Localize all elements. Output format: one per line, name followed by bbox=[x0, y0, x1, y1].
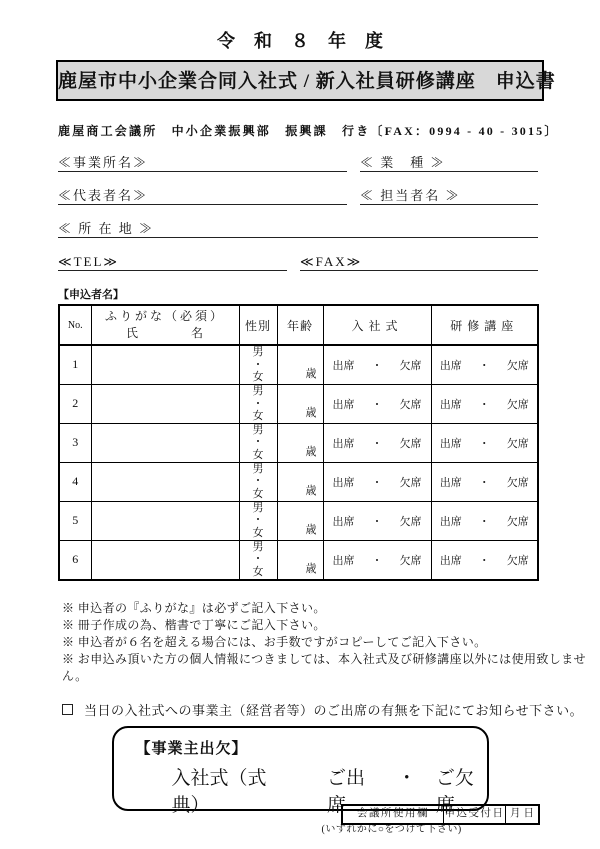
industry-label: ≪ 業 種 ≫ bbox=[360, 155, 446, 170]
industry-input-line[interactable] bbox=[446, 153, 538, 171]
course-attendance-cell bbox=[431, 462, 538, 501]
owner-attendance-note-row bbox=[62, 700, 600, 719]
course-absent-option[interactable]: 欠席 bbox=[506, 554, 529, 567]
applicants-header-row bbox=[59, 305, 538, 345]
attendance-separator: ・ bbox=[478, 554, 490, 567]
office-use-label: 会議所使用欄 bbox=[357, 808, 429, 819]
gender-male-option[interactable]: 男 bbox=[252, 540, 264, 553]
applicant-row-4 bbox=[59, 462, 538, 501]
attendance-separator: ・ bbox=[371, 437, 383, 450]
gender-select-cell bbox=[239, 384, 277, 423]
course-attendance-cell bbox=[431, 345, 538, 384]
ceremony-attendance-cell bbox=[323, 423, 431, 462]
gender-female-option[interactable]: 女 bbox=[252, 565, 264, 578]
gender-select-cell bbox=[239, 345, 277, 384]
attendance-separator: ・ bbox=[371, 554, 383, 567]
gender-select-cell bbox=[239, 423, 277, 462]
age-suffix: 歳 bbox=[305, 367, 317, 380]
age-suffix: 歳 bbox=[305, 562, 317, 575]
ceremony-attendance-cell bbox=[323, 345, 431, 384]
applicant-number: 3 bbox=[59, 423, 91, 462]
gender-female-option[interactable]: 女 bbox=[252, 410, 264, 423]
course-attend-option[interactable]: 出席 bbox=[439, 398, 462, 411]
representative-label: ≪代表者名≫ bbox=[58, 188, 149, 203]
age-input-cell[interactable] bbox=[277, 423, 323, 462]
representative-input-line[interactable] bbox=[148, 186, 347, 204]
day-label: 日 bbox=[523, 808, 534, 819]
course-absent-option[interactable]: 欠席 bbox=[506, 398, 529, 411]
owner-attend-option[interactable]: ご出席 bbox=[327, 767, 366, 816]
field-row-3 bbox=[58, 219, 538, 238]
col-header-furigana: ふりがな（必須） bbox=[104, 309, 225, 324]
applicant-name-cell[interactable] bbox=[91, 540, 239, 579]
course-absent-option[interactable]: 欠席 bbox=[506, 437, 529, 450]
col-header-course: 研修講座 bbox=[431, 305, 538, 345]
course-attend-option[interactable]: 出席 bbox=[439, 359, 462, 372]
applicant-number: 1 bbox=[59, 345, 91, 384]
industry-field bbox=[360, 153, 538, 172]
age-input-cell[interactable] bbox=[277, 345, 323, 384]
ceremony-attendance-cell bbox=[323, 384, 431, 423]
age-input-cell[interactable] bbox=[277, 501, 323, 540]
recipient-line: 鹿屋商工会議所 中小企業振興部 振興課 行き〔FAX：0994 - 40 - 3015〕 bbox=[58, 124, 559, 138]
owner-attendance-checkbox[interactable] bbox=[62, 704, 73, 715]
address-input-line[interactable] bbox=[154, 219, 538, 237]
attendance-separator: ・ bbox=[371, 515, 383, 528]
attendance-separator: ・ bbox=[478, 398, 490, 411]
address-label: ≪ 所 在 地 ≫ bbox=[58, 221, 155, 236]
gender-male-option[interactable]: 男 bbox=[252, 501, 264, 514]
applicant-number: 5 bbox=[59, 501, 91, 540]
applicant-number: 4 bbox=[59, 462, 91, 501]
gender-separator: ・ bbox=[252, 553, 264, 566]
course-attend-option[interactable]: 出席 bbox=[439, 476, 462, 489]
contact-person-field bbox=[360, 186, 538, 205]
course-attendance-cell bbox=[431, 384, 538, 423]
gender-select-cell bbox=[239, 540, 277, 579]
course-absent-option[interactable]: 欠席 bbox=[506, 515, 529, 528]
attendance-separator: ・ bbox=[478, 476, 490, 489]
applicant-name-cell[interactable] bbox=[91, 345, 239, 384]
gender-male-option[interactable]: 男 bbox=[252, 346, 264, 358]
ceremony-attendance-cell bbox=[323, 501, 431, 540]
ceremony-attend-option[interactable]: 出席 bbox=[332, 437, 355, 450]
notes-section bbox=[62, 600, 600, 685]
attendance-separator: ・ bbox=[371, 398, 383, 411]
applicant-name-cell[interactable] bbox=[91, 384, 239, 423]
gender-female-option[interactable]: 女 bbox=[252, 526, 264, 539]
business-name-field bbox=[58, 153, 347, 172]
owner-choice-separator: ・ bbox=[397, 767, 417, 789]
office-use-table bbox=[341, 804, 540, 825]
ceremony-absent-option[interactable]: 欠席 bbox=[399, 515, 422, 528]
gender-separator: ・ bbox=[252, 397, 264, 410]
ceremony-absent-option[interactable]: 欠席 bbox=[399, 398, 422, 411]
attendance-separator: ・ bbox=[371, 476, 383, 489]
applicant-row-1 bbox=[59, 345, 538, 384]
owner-attendance-note-text: 当日の入社式への事業主（経営者等）のご出席の有無を下記にてお知らせ下さい。 bbox=[84, 702, 584, 718]
field-row-4 bbox=[58, 252, 538, 271]
age-suffix: 歳 bbox=[305, 445, 317, 458]
applicant-row-3 bbox=[59, 423, 538, 462]
course-attendance-cell bbox=[431, 501, 538, 540]
reception-date-label: 申込受付日 bbox=[443, 806, 505, 823]
ceremony-attend-option[interactable]: 出席 bbox=[332, 398, 355, 411]
age-suffix: 歳 bbox=[305, 406, 317, 419]
age-suffix: 歳 bbox=[305, 484, 317, 497]
applicant-row-6 bbox=[59, 540, 538, 579]
age-input-cell[interactable] bbox=[277, 540, 323, 579]
ceremony-attendance-cell bbox=[323, 540, 431, 579]
ceremony-absent-option[interactable]: 欠席 bbox=[399, 359, 422, 372]
applicants-section-label: 【申込者名】 bbox=[58, 289, 124, 301]
note-copy: ※ 申込者が６名を超える場合には、お手数ですがコピーしてご記入下さい。 bbox=[62, 634, 487, 649]
course-absent-option[interactable]: 欠席 bbox=[506, 359, 529, 372]
ceremony-attend-option[interactable]: 出席 bbox=[332, 554, 355, 567]
age-input-cell[interactable] bbox=[277, 462, 323, 501]
contact-person-label: ≪ 担当者名 ≫ bbox=[360, 188, 461, 203]
col-header-no: No. bbox=[59, 305, 91, 345]
gender-female-option[interactable]: 女 bbox=[252, 371, 264, 384]
ceremony-attend-option[interactable]: 出席 bbox=[332, 515, 355, 528]
note-privacy: ※ お申込み頂いた方の個人情報につきましては、本入社式及び研修講座以外には使用致しません。 bbox=[62, 651, 586, 683]
tel-label: ≪TEL≫ bbox=[58, 254, 120, 269]
applicant-row-5 bbox=[59, 501, 538, 540]
month-day-cell[interactable] bbox=[505, 806, 538, 823]
gender-male-option[interactable]: 男 bbox=[252, 384, 264, 397]
course-attendance-cell bbox=[431, 423, 538, 462]
gender-separator: ・ bbox=[252, 475, 264, 488]
note-furigana: ※ 申込者の『ふりがな』は必ずご記入下さい。 bbox=[62, 600, 326, 615]
month-label: 月 bbox=[510, 808, 521, 819]
age-suffix: 歳 bbox=[305, 523, 317, 536]
gender-male-option[interactable]: 男 bbox=[252, 423, 264, 436]
gender-separator: ・ bbox=[252, 358, 264, 371]
ceremony-attendance-cell bbox=[323, 462, 431, 501]
col-header-ceremony: 入社式 bbox=[323, 305, 431, 345]
fiscal-year-title: 令和８年度 bbox=[217, 31, 402, 51]
gender-select-cell bbox=[239, 462, 277, 501]
business-name-label: ≪事業所名≫ bbox=[58, 155, 149, 170]
col-header-gender: 性別 bbox=[239, 305, 277, 345]
applicant-name-cell[interactable] bbox=[91, 462, 239, 501]
gender-separator: ・ bbox=[252, 436, 264, 449]
fax-label: ≪FAX≫ bbox=[300, 254, 363, 269]
ceremony-event-label: 入社式（式典） bbox=[171, 767, 267, 816]
applicants-table bbox=[58, 304, 539, 581]
attendance-separator: ・ bbox=[478, 437, 490, 450]
applicant-name-cell[interactable] bbox=[91, 423, 239, 462]
gender-separator: ・ bbox=[252, 514, 264, 527]
fax-field bbox=[300, 252, 538, 271]
ceremony-attend-option[interactable]: 出席 bbox=[332, 476, 355, 489]
tel-field bbox=[58, 252, 287, 271]
ceremony-absent-option[interactable]: 欠席 bbox=[399, 476, 422, 489]
contact-person-input-line[interactable] bbox=[461, 186, 538, 204]
circle-instruction: (いずれかに○をつけて下さい) bbox=[321, 823, 462, 835]
form-title-banner: 鹿屋市中小企業合同入社式 / 新入社員研修講座 申込書 bbox=[56, 60, 544, 101]
note-handwriting: ※ 冊子作成の為、楷書で丁寧にご記入下さい。 bbox=[62, 617, 326, 632]
applicant-number: 6 bbox=[59, 540, 91, 579]
attendance-separator: ・ bbox=[478, 359, 490, 372]
field-row-2 bbox=[58, 186, 538, 205]
course-attend-option[interactable]: 出席 bbox=[439, 437, 462, 450]
course-attendance-cell bbox=[431, 540, 538, 579]
applicant-name-cell[interactable] bbox=[91, 501, 239, 540]
gender-select-cell bbox=[239, 501, 277, 540]
applicant-number: 2 bbox=[59, 384, 91, 423]
ceremony-absent-option[interactable]: 欠席 bbox=[399, 554, 422, 567]
ceremony-attend-option[interactable]: 出席 bbox=[332, 359, 355, 372]
course-attend-option[interactable]: 出席 bbox=[439, 554, 462, 567]
owner-attendance-box-title: 【事業主出欠】 bbox=[135, 740, 248, 757]
representative-field bbox=[58, 186, 347, 205]
attendance-separator: ・ bbox=[478, 515, 490, 528]
address-field bbox=[58, 219, 538, 238]
course-attend-option[interactable]: 出席 bbox=[439, 515, 462, 528]
gender-female-option[interactable]: 女 bbox=[252, 449, 264, 462]
tel-input-line[interactable] bbox=[119, 252, 287, 270]
fax-input-line[interactable] bbox=[362, 252, 538, 270]
field-row-1 bbox=[58, 153, 538, 172]
attendance-separator: ・ bbox=[371, 359, 383, 372]
gender-male-option[interactable]: 男 bbox=[252, 462, 264, 475]
applicant-row-2 bbox=[59, 384, 538, 423]
age-input-cell[interactable] bbox=[277, 384, 323, 423]
business-name-input-line[interactable] bbox=[148, 153, 347, 171]
owner-absent-option[interactable]: ご欠席 bbox=[435, 767, 474, 816]
col-header-name-text: 氏 名 bbox=[125, 326, 204, 340]
col-header-age: 年齢 bbox=[277, 305, 323, 345]
ceremony-absent-option[interactable]: 欠席 bbox=[399, 437, 422, 450]
gender-female-option[interactable]: 女 bbox=[252, 488, 264, 501]
col-header-name bbox=[91, 305, 239, 345]
course-absent-option[interactable]: 欠席 bbox=[506, 476, 529, 489]
